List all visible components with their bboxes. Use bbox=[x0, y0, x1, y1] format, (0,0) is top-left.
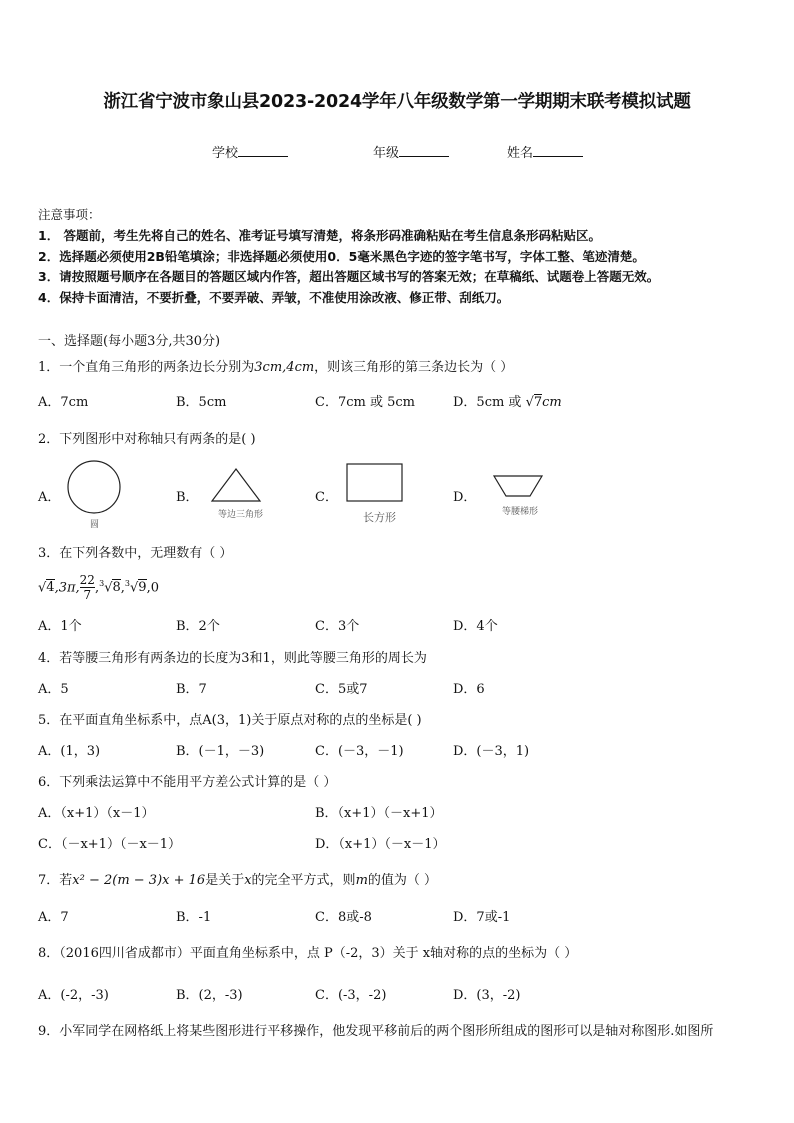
label-rectangle: 长方形 bbox=[363, 511, 396, 524]
q6-option-d[interactable]: D．（x+1）（－x－1） bbox=[315, 837, 446, 852]
note-1: 1． 答题前，考生先将自己的姓名、准考证号填写清楚，将条形码准确粘贴在考生信息条形码粘贴区。 bbox=[38, 228, 602, 243]
q7-var-m: m bbox=[355, 873, 368, 888]
q7-mid: 是关于 bbox=[205, 873, 245, 888]
q8-option-b[interactable]: B．(2，-3) bbox=[176, 988, 243, 1003]
name-label: 姓名 bbox=[507, 146, 534, 161]
q4-option-c[interactable]: C．5或7 bbox=[315, 682, 368, 697]
note-4: 4．保持卡面清洁，不要折叠，不要弄破、弄皱，不准使用涂改液、修正带、刮纸刀。 bbox=[38, 290, 510, 305]
q3-option-a[interactable]: A．1个 bbox=[38, 619, 82, 634]
cube-root-icon: √ bbox=[104, 580, 113, 596]
q1-d-radicand: 7 bbox=[533, 395, 543, 410]
q1-option-a[interactable]: A．7cm bbox=[38, 395, 89, 410]
q7-option-b[interactable]: B．-1 bbox=[176, 910, 212, 925]
q1-option-d[interactable] bbox=[453, 391, 562, 410]
q3-list-part: ,0 bbox=[146, 580, 159, 596]
question-6: 6．下列乘法运算中不能用平方差公式计算的是（ ） bbox=[38, 775, 337, 790]
q1-option-b[interactable]: B．5cm bbox=[176, 395, 227, 410]
q7-post: 的值为（ ） bbox=[367, 873, 438, 888]
q5-option-d[interactable]: D．(－3，1) bbox=[453, 744, 530, 759]
q3-option-c[interactable]: C．3个 bbox=[315, 619, 360, 634]
q6-option-b[interactable]: B．（x+1）（－x+1） bbox=[315, 806, 443, 821]
school-blank[interactable] bbox=[238, 143, 288, 157]
question-3: 3．在下列各数中，无理数有（ ） bbox=[38, 546, 233, 561]
q1-d-pre: D．5cm 或 bbox=[453, 395, 526, 410]
q1-option-c[interactable]: C．7cm 或 5cm bbox=[315, 395, 415, 410]
circle-figure bbox=[66, 459, 122, 515]
q3-cube-radicand: 8 bbox=[112, 580, 121, 596]
grade-label: 年级 bbox=[373, 146, 400, 161]
question-5: 5．在平面直角坐标系中，点A(3，1)关于原点对称的点的坐标是( ) bbox=[38, 713, 422, 728]
q7-option-c[interactable]: C．8或-8 bbox=[315, 910, 372, 925]
q8-option-a[interactable]: A．(-2，-3) bbox=[38, 988, 109, 1003]
q5-option-b[interactable]: B．(－1，－3) bbox=[176, 744, 265, 759]
q1-pre: 1．一个直角三角形的两条边长分别为 bbox=[38, 360, 255, 375]
q1-post: ，则该三角形的第三条边长为（ ） bbox=[314, 360, 514, 375]
q7-mid2: 的完全平方式，则 bbox=[251, 873, 356, 888]
q7-pre: 7．若 bbox=[38, 873, 73, 888]
label-trapezoid: 等腰梯形 bbox=[502, 507, 539, 517]
q2-option-d[interactable]: D． bbox=[453, 490, 477, 505]
question-1 bbox=[38, 356, 513, 375]
page-title: 浙江省宁波市象山县2023-2024学年八年级数学第一学期期末联考模拟试题 bbox=[103, 92, 691, 112]
rectangle-figure bbox=[346, 463, 404, 503]
q1-d-unit: cm bbox=[542, 395, 562, 410]
q3-frac-den: 7 bbox=[83, 588, 92, 603]
note-3: 3．请按照题号顺序在各题目的答题区域内作答，超出答题区域书写的答案无效；在草稿纸、试题卷上答题无效。 bbox=[38, 269, 660, 284]
grade-blank[interactable] bbox=[399, 143, 449, 157]
name-blank[interactable] bbox=[533, 143, 583, 157]
label-triangle: 等边三角形 bbox=[218, 510, 264, 520]
q3-number-list: √4,3π, $\frac{22}{7}$ ,$^3$√8,$^3$√9,0 bbox=[38, 573, 159, 603]
q7-expression: x² − 2(m − 3)x + 16 bbox=[72, 873, 206, 888]
question-2: 2．下列图形中对称轴只有两条的是( ) bbox=[38, 432, 256, 447]
q3-option-b[interactable]: B．2个 bbox=[176, 619, 220, 634]
trapezoid-figure bbox=[492, 474, 544, 498]
q7-option-a[interactable]: A．7 bbox=[38, 910, 69, 925]
q4-option-d[interactable]: D．6 bbox=[453, 682, 485, 697]
q6-option-a[interactable]: A．（x+1）（x－1） bbox=[38, 806, 155, 821]
school-label: 学校 bbox=[212, 146, 239, 161]
section-heading: 一、选择题(每小题3分,共30分) bbox=[38, 334, 221, 349]
q3-sqrt-radicand: 4 bbox=[46, 580, 55, 596]
question-9: 9．小军同学在网格纸上将某些图形进行平移操作，他发现平移前后的两个图形所组成的图形可以是轴对称图形.如图所 bbox=[38, 1024, 714, 1039]
q3-cube-radicand: 9 bbox=[138, 580, 147, 596]
question-4: 4．若等腰三角形有两条边的长度为3和1，则此等腰三角形的周长为 bbox=[38, 651, 427, 666]
triangle-figure bbox=[210, 467, 262, 503]
q7-option-d[interactable]: D．7或-1 bbox=[453, 910, 511, 925]
note-2: 2．选择题必须使用2B铅笔填涂；非选择题必须使用0．5毫米黑色字迹的签字笔书写，字体工整、笔迹清楚。 bbox=[38, 249, 645, 264]
q5-option-a[interactable]: A．(1，3) bbox=[38, 744, 101, 759]
question-8: 8．（2016四川省成都市）平面直角坐标系中，点 P（-2，3）关于 x轴对称的点的坐标为（ ） bbox=[38, 946, 578, 961]
question-7 bbox=[38, 869, 437, 888]
q8-option-d[interactable]: D．(3，-2) bbox=[453, 988, 521, 1003]
q2-option-b[interactable]: B． bbox=[176, 490, 199, 505]
grade-field[interactable] bbox=[373, 142, 449, 161]
q3-frac-num: 22 bbox=[79, 573, 95, 588]
label-circle: 圆 bbox=[90, 520, 100, 530]
cube-root-icon: √ bbox=[130, 580, 139, 596]
q7-var-x: x bbox=[244, 873, 252, 888]
q4-option-a[interactable]: A．5 bbox=[38, 682, 69, 697]
q3-list-part: , bbox=[120, 580, 125, 596]
sqrt-icon: √ bbox=[525, 395, 534, 410]
q1-sides: 3cm,4cm bbox=[254, 360, 315, 375]
q2-option-a[interactable]: A． bbox=[38, 490, 61, 505]
q5-option-c[interactable]: C．(－3，－1) bbox=[315, 744, 404, 759]
q3-list-part: ,3π, bbox=[54, 580, 80, 596]
q6-option-c[interactable]: C．（－x+1）（－x－1） bbox=[38, 837, 182, 852]
q2-option-c[interactable]: C． bbox=[315, 490, 338, 505]
notes-heading: 注意事项： bbox=[38, 207, 101, 222]
q3-list-part: , bbox=[94, 580, 100, 596]
school-field[interactable] bbox=[212, 142, 288, 161]
q8-option-c[interactable]: C．(-3，-2) bbox=[315, 988, 387, 1003]
q3-option-d[interactable]: D．4个 bbox=[453, 619, 498, 634]
q3-fraction bbox=[80, 573, 95, 602]
name-field[interactable] bbox=[507, 142, 583, 161]
q4-option-b[interactable]: B．7 bbox=[176, 682, 207, 697]
sqrt-icon: √ bbox=[38, 580, 47, 596]
